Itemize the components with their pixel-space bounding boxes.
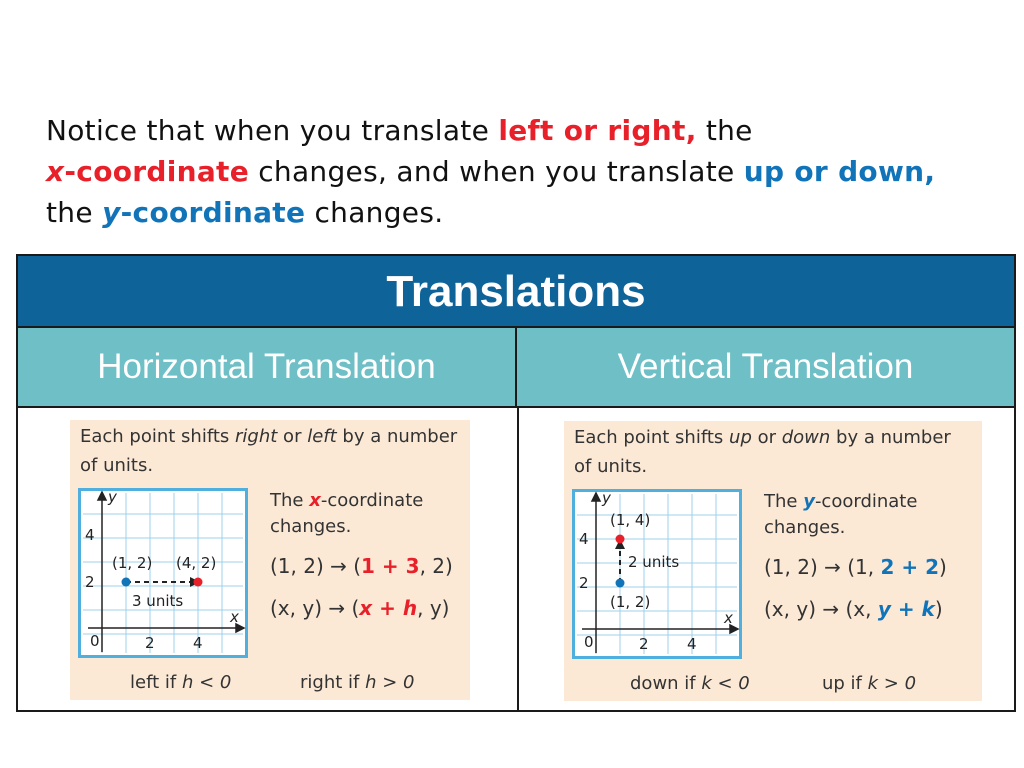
intro-y-coordinate: -coordinate [120,196,306,229]
horizontal-graph [78,488,248,658]
vertical-caption-left: down if k < 0 [630,673,750,694]
h-tick-y-2: 2 [85,573,95,591]
vertical-rule: The y-coordinate changes. [764,491,918,538]
h-tick-y-4: 4 [85,526,95,544]
h-tick-x-4: 4 [193,634,203,652]
intro-left-or-right: left or right [498,114,686,147]
vertical-graph [572,489,742,659]
intro-x-coordinate: -coordinate [64,155,250,188]
column-divider [517,408,519,710]
v-point-to-label: (1, 4) [610,511,651,529]
column-header-horizontal: Horizontal Translation [18,328,517,408]
horizontal-equation-2: (x, y) → (x + h, y) [270,596,450,620]
column-header-vertical: Vertical Translation [517,328,1014,408]
v-point-from-label: (1, 2) [610,593,651,611]
h-origin-label: 0 [90,632,100,650]
v-shift-label: 2 units [628,553,680,571]
vertical-caption-right: up if k > 0 [822,673,917,694]
horizontal-caption-right: right if h > 0 [300,672,415,693]
intro-paragraph: Notice that when you translate left or right, the x-coordinate changes, and when you translate up or down, the y-coordinate changes. [46,114,936,229]
h-point-to-label: (4, 2) [176,554,217,572]
v-tick-y-4: 4 [579,530,589,548]
intro-up-or-down: up or down [743,155,925,188]
vertical-description: Each point shifts up or down by a number of units. [574,427,951,477]
v-tick-x-4: 4 [687,635,697,653]
horizontal-equation-1: (1, 2) → (1 + 3, 2) [270,554,453,578]
intro-x-var: x [46,155,65,188]
h-axis-y-label: y [108,488,117,506]
table-title: Translations [18,256,1014,328]
vertical-equation-2: (x, y) → (x, y + k) [764,597,943,621]
v-tick-x-2: 2 [639,635,649,653]
h-axis-x-label: x [230,608,239,626]
horizontal-translation-card [70,420,470,700]
horizontal-caption-left: left if h < 0 [130,672,232,693]
v-tick-y-2: 2 [579,574,589,592]
v-axis-y-label: y [602,489,611,507]
intro-y-var: y [102,196,121,229]
vertical-equation-1: (1, 2) → (1, 2 + 2) [764,555,947,579]
translations-table [16,254,1016,712]
v-origin-label: 0 [584,633,594,651]
horizontal-rule: The x-coordinate changes. [270,490,424,537]
h-tick-x-2: 2 [145,634,155,652]
vertical-translation-card [564,421,982,701]
h-point-from-label: (1, 2) [112,554,153,572]
intro-text-1: Notice that when you translate [46,114,499,147]
h-shift-label: 3 units [132,592,184,610]
v-axis-x-label: x [724,609,733,627]
horizontal-description: Each point shifts right or left by a number of units. [80,426,458,476]
